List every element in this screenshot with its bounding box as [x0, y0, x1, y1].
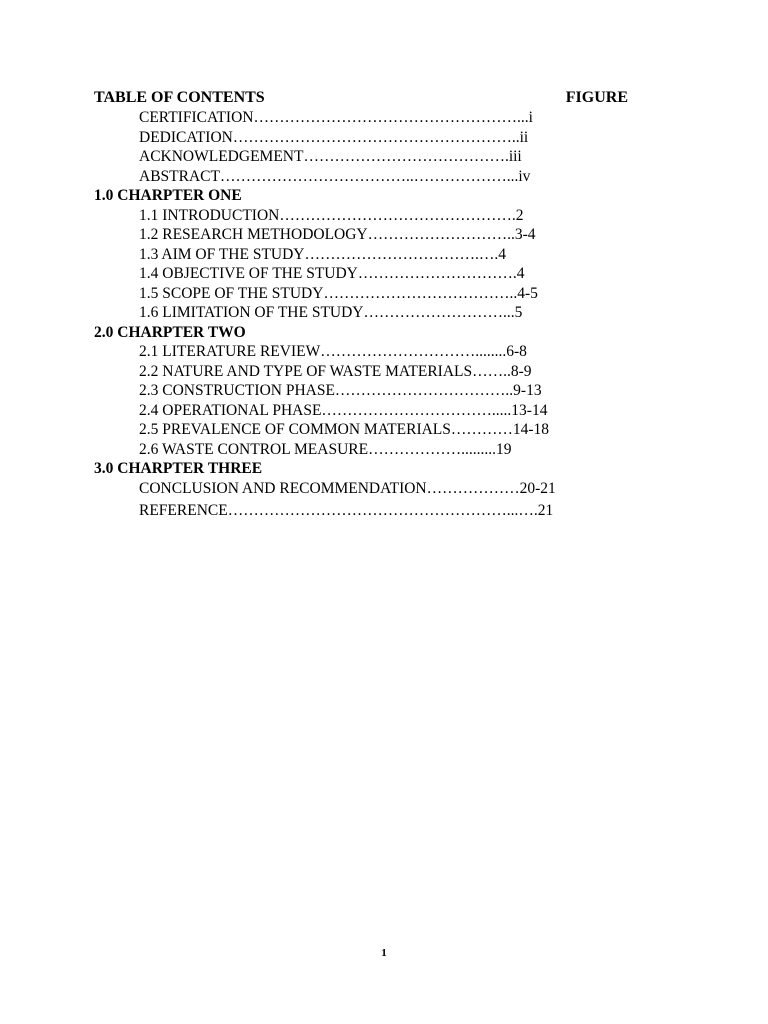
- toc-entry: 1.3 AIM OF THE STUDY…………………………….….4: [139, 245, 506, 263]
- toc-entry: 1.5 SCOPE OF THE STUDY………………………………..4-5: [139, 284, 538, 302]
- toc-heading: [94, 88, 628, 108]
- toc-entry: 1.4 OBJECTIVE OF THE STUDY………………………….4: [139, 265, 525, 282]
- toc-entry: 1.2 RESEARCH METHODOLOGY………………………..3-4: [139, 226, 536, 243]
- toc-figure-heading: FIGURE: [565, 89, 628, 106]
- toc-entry: REFERENCE………………………………………………...….21: [139, 502, 554, 519]
- toc-entry: CERTIFICATION……………………………………………...i: [139, 109, 533, 126]
- toc-entry: ABSTRACT………………………………..………………...iv: [139, 167, 531, 185]
- toc-entry: 2.5 PREVALENCE OF COMMON MATERIALS…………14-18: [139, 421, 550, 438]
- toc-entry: 2.2 NATURE AND TYPE OF WASTE MATERIALS……..8-9: [139, 362, 532, 380]
- page-number: 1: [381, 947, 387, 959]
- toc-entry: CONCLUSION AND RECOMMENDATION………………20-21: [139, 480, 556, 497]
- toc-entry: 2.4 OPERATIONAL PHASE…………………………….....13-14: [139, 401, 548, 419]
- toc-entry: 1.6 LIMITATION OF THE STUDY………………………...5: [139, 304, 523, 321]
- toc-chapter-heading: 3.0 CHARPTER THREE: [94, 460, 263, 477]
- toc-entry: 2.1 LITERATURE REVIEW…………………………........6-8: [139, 343, 527, 360]
- toc-entry: 1.1 INTRODUCTION……………………………………….2: [139, 206, 524, 224]
- toc-entry: 2.6 WASTE CONTROL MEASURE……………….........19: [139, 440, 512, 458]
- toc-chapter-heading: 2.0 CHARPTER TWO: [94, 323, 246, 341]
- toc-entry: ACKNOWLEDGEMENT………………………………….iii: [139, 148, 522, 165]
- toc-title: TABLE OF CONTENTS: [94, 89, 265, 106]
- toc-chapter-heading: 1.0 CHARPTER ONE: [94, 187, 242, 204]
- toc-entry: 2.3 CONSTRUCTION PHASE……………………………..9-13: [139, 382, 542, 399]
- toc-entry: DEDICATION………………………………………………..ii: [139, 128, 529, 146]
